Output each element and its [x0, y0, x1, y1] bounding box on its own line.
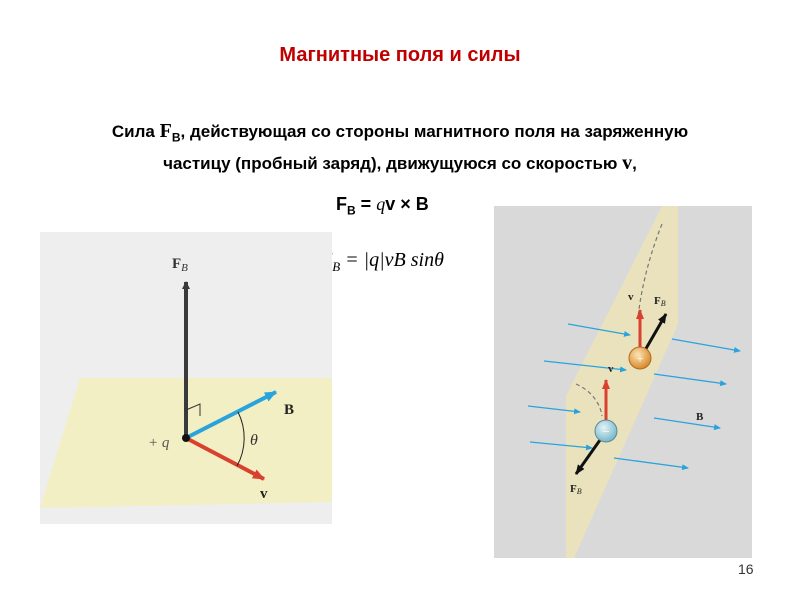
negative-sign: −	[602, 424, 610, 439]
desc-line2: частицу (пробный заряд), движущуюся со скоростью	[163, 154, 623, 174]
desc-force-subscript: B	[171, 130, 181, 145]
particles-field-diagram	[494, 206, 752, 558]
angle-label: θ	[250, 432, 258, 449]
formula-vector-q: q	[376, 194, 386, 214]
v-label-positive: v	[628, 291, 634, 303]
fb-label-negative: FB	[570, 483, 582, 496]
field-label: B	[284, 402, 295, 418]
charge-point	[182, 434, 190, 442]
formula-magnitude-sub: B	[332, 259, 341, 274]
desc-line1-rest: , действующая со стороны магнитного поля на заряженную	[180, 122, 689, 141]
formula-magnitude	[320, 249, 444, 275]
formula-vector-eq: =	[355, 194, 377, 214]
formula-vector	[336, 194, 429, 218]
description	[40, 118, 760, 177]
positive-sign: +	[636, 351, 644, 366]
desc-prefix: Сила	[111, 122, 160, 141]
fb-label-positive: FB	[654, 295, 666, 308]
v-label-negative: v	[608, 363, 614, 375]
charge-label: + q	[148, 435, 170, 451]
desc-force-symbol: F	[159, 120, 172, 142]
formula-magnitude-rest: = |q|vB sinθ	[340, 249, 444, 271]
force-vector-diagram	[40, 232, 332, 524]
velocity-label: v	[260, 486, 268, 502]
desc-velocity-symbol: v	[622, 152, 633, 175]
force-label: $F_B$	[172, 256, 188, 274]
formula-vector-sub: B	[347, 203, 356, 218]
slide-title: Магнитные поля и силы	[279, 44, 521, 66]
formula-vector-rest: v × B	[385, 194, 429, 214]
page-number: 16	[738, 561, 754, 577]
formula-vector-f: F	[336, 194, 347, 214]
desc-line2-end: ,	[632, 154, 637, 174]
field-label-right: B	[696, 411, 704, 423]
